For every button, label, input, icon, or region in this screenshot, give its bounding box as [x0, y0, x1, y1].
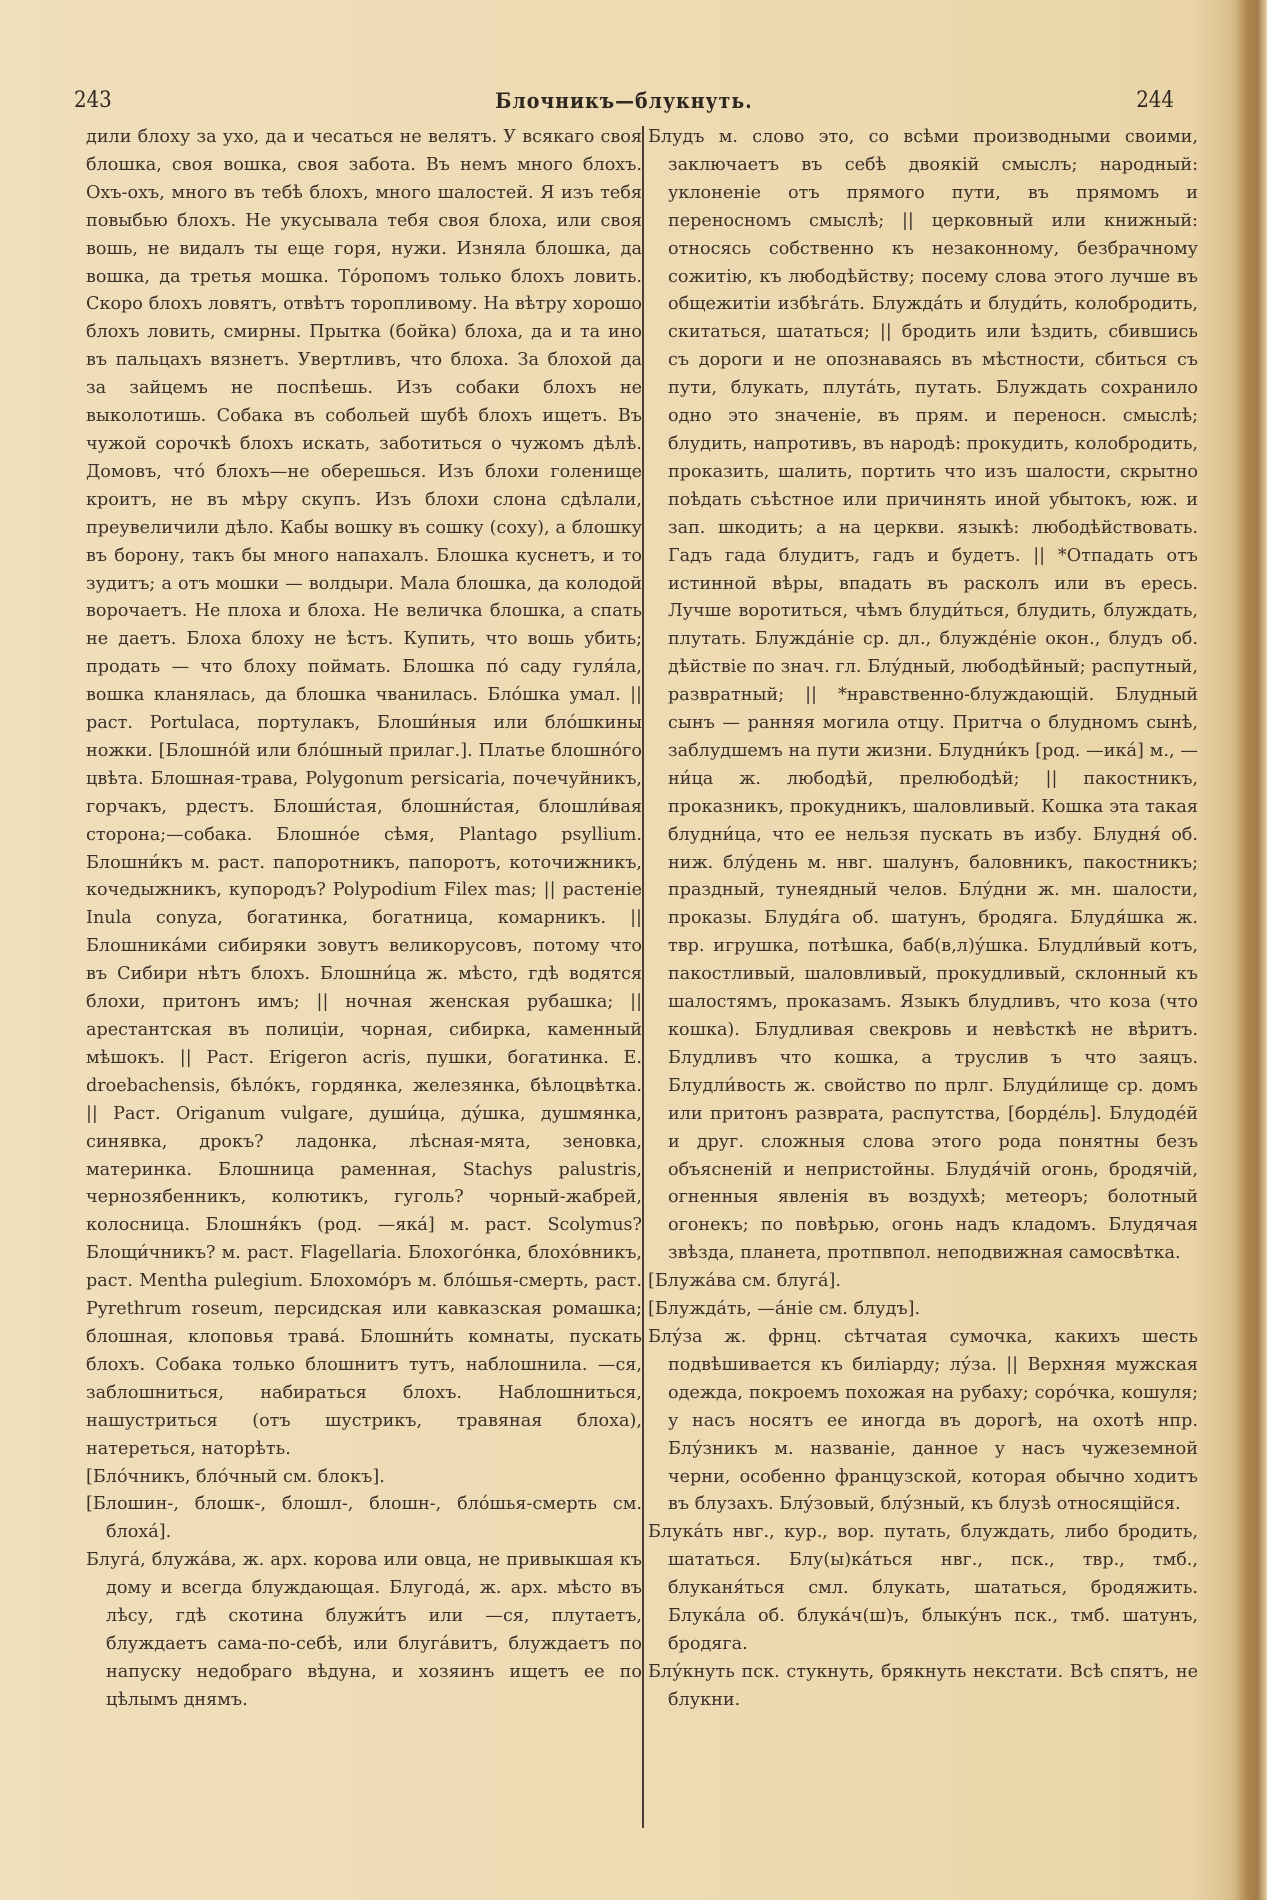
entry-blud: Блудъ м. слово это, со всѣми производными своими, заключаетъ въ себѣ двоякій смыслъ; народный: уклоненіе отъ прямого пути, въ прямомъ и переносномъ смыслѣ; || церковный или книжный: относясь собственно къ незаконному, безбрачному сожитію, къ любодѣйству; посему слова этого лучше въ общежитіи избѣга́ть. Блужда́ть и блуди́ть, колобродить, скитаться, шататься; || бродить или ѣздить, сбившись съ дороги и не опознаваясь въ мѣстности, сбиться съ пути, блукать, плута́ть, путать. Блуждать сохранило одно это значеніе, въ прям. и переносн. смыслѣ; блудить, напротивъ, въ народѣ: прокудить, колобродить, проказить, шалить, портить что изъ шалости, скрытно поѣдать съѣстное или причинять иной убытокъ, юж. и зап. шкодить; а на церкви. языкѣ: любодѣйствовать. Гадъ гада блудитъ, гадъ и будетъ. || *Отпадать отъ истинной вѣры, впадать въ расколъ или въ ересь. Лучше воротиться, чѣмъ блуди́ться, блудить, блуждать, плутать. Блужда́ніе ср. дл., блужде́ніе окон., блудъ об. дѣйствіе по знач. гл. Блу́дный, любодѣйный; распутный, развратный; || *нравственно-блуждающій. Блудный сынъ — ранняя могила отцу. Притча о блудномъ сынѣ, заблудшемъ на пути жизни. Блудни́къ [род. —ика́] м., —ни́ца ж. любодѣй, прелюбодѣй; || пакостникъ, проказникъ, прокудникъ, шаловливый. Кошка эта такая блудни́ца, что ее нельзя пускать въ избу. Блудня́ об. ниж. блу́день м. нвг. шалунъ, баловникъ, пакостникъ; праздный, тунеядный челов. Блу́дни ж. мн. шалости, проказы. Блудя́га об. шатунъ, бродяга. Блудя́шка ж. твр. игрушка, потѣшка, баб(в,л)у́шка. Блудли́вый котъ, пакостливый, шаловливый, прокудливый, склонный къ шалостямъ, проказамъ. Языкъ блудливъ, что коза (что кошка). Блудливая свекровь и невѣсткѣ не вѣритъ. Блудливъ что кошка, а труслив ъ что заяцъ. Блудли́вость ж. свойство по прлг. Блуди́лище ср. домъ или притонъ разврата, распутства, [борде́ль]. Блудоде́й и друг. сложныя слова этого рода понятны безъ объясненій и непристойны. Блудя́чій огонь, бродячій, огненныя явленія въ воздухѣ; метеоръ; болотный огонекъ; по повѣрью, огонь надъ кладомъ. Блудячая звѣзда, планета, протпвпол. неподвижная самосвѣтка. — [648, 127, 1198, 1264]
entry-blochnik: [Бло́чникъ, бло́чный см. блокъ]. — [86, 1466, 385, 1487]
right-column — [648, 124, 1198, 1715]
column-divider — [642, 126, 644, 1828]
running-title: Блочникъ—блукнуть. — [495, 88, 753, 113]
entry-bluza: Блу́за ж. фрнц. сѣтчатая сумочка, какихъ шесть подвѣшивается къ биліарду; лу́за. || Верхняя мужская одежда, покроемъ похожая на рубаху; соро́чка, кошуля; у насъ носятъ ее иногда въ дорогѣ, на охотѣ нпр. Блу́зникъ м. названіе, данное у насъ чужеземной черни, особенно французской, которая обычно ходитъ въ блузахъ. Блу́зовый, блу́зный, къ блузѣ относящійся. — [648, 1326, 1198, 1515]
entry-continuation: дили блоху за ухо, да и чесаться не велятъ. У всякаго своя блошка, своя вошка, своя забота. Въ немъ много блохъ. Охъ-охъ, много въ тебѣ блохъ, много шалостей. Я изъ тебя повыбью блохъ. Не укусывала тебя своя блоха, или своя вошь, не видалъ ты еще горя, нужи. Изняла блошка, да вошка, да третья мошка. То́ропомъ только блохъ ловить. Скоро блохъ ловятъ, отвѣтъ торопливому. На вѣтру хорошо блохъ ловить, смирны. Прытка (бойка) блоха, да и та ино въ пальцахъ вязнетъ. Увертливъ, что блоха. За блохой да за зайцемъ не поспѣешь. Изъ собаки блохъ не выколотишь. Собака въ собольей шубѣ блохъ ищетъ. Въ чужой сорочкѣ блохъ искать, заботиться о чужомъ дѣлѣ. Домовъ, что́ блохъ—не оберешься. Изъ блохи голенище кроитъ, не въ мѣру скупъ. Изъ блохи слона сдѣлали, преувеличили дѣло. Кабы вошку въ сошку (соху), а блошку въ борону, такъ бы много напахалъ. Блошка куснетъ, и то зудитъ; а отъ мошки — волдыри. Мала блошка, да колодой ворочаетъ. Не плоха и блоха. Не величка блошка, а спать не даетъ. Блоха блоху не ѣстъ. Купить, что вошь убить; продать — что блоху поймать. Блошка по́ саду гуля́ла, вошка кланялась, да блошка чванилась. Бло́шка умал. || раст. Portulaca, портулакъ, Блоши́ныя или бло́шкины ножки. [Блошно́й или бло́шный прилаг.]. Платье блошно́го цвѣта. Блошная-трава, Polygonum persicaria, почечуйникъ, горчакъ, рдестъ. Блоши́стая, блошни́стая, блошли́вая сторона;—собака. Блошно́е сѣмя, Plantago psyllium. Блошни́къ м. раст. папоротникъ, папоротъ, коточижникъ, кочедыжникъ, купородъ? Polypodium Filex mas; || растеніе Inula conyza, богатинка, богатница, комарникъ. || Блошника́ми сибиряки зовутъ великорусовъ, потому что въ Сибири нѣтъ блохъ. Блошни́ца ж. мѣсто, гдѣ водятся блохи, притонъ имъ; || ночная женская рубашка; || арестантская въ полиціи, чорная, сибирка, каменный мѣшокъ. || Раст. Erigeron acris, пушки, богатинка. E. droebachensis, бѣло́къ, гордянка, железянка, бѣлоцвѣтка. || Раст. Origanum vulgare, души́ца, ду́шка, душмянка, синявка, дрокъ? ладонка, лѣсная-мята, зеновка, материнка. Блошница раменная, Stachys palustris, чернозябенникъ, колютикъ, гуголь? чорный-жабрей, колосница. Блошня́къ (род. —яка́] м. раст. Scolymus? Блощи́чникъ? м. раст. Flagellaria. Блохого́нка, блохо́вникъ, раст. Mentha pulegium. Блохомо́ръ м. бло́шья-смерть, раст. Pyrethrum roseum, персидская или кавказская ромашка; блошная, клоповья трава́. Блошни́ть комнаты, пускать блохъ. Собака только блошнитъ тутъ, наблошнила. —ся, заблошниться, набираться блохъ. Наблошниться, нашустриться (отъ шустрикъ, травяная блоха), натереться, наторѣть. — [86, 127, 642, 1459]
entry-bluknut: Блу́кнуть пск. стукнуть, брякнуть некстати. Всѣ спятъ, не блукни. — [648, 1661, 1198, 1710]
page-number-left: 243 — [74, 88, 112, 113]
left-column — [86, 124, 642, 1715]
entry-bluzhdat: [Блужда́ть, —а́ніе см. блудъ]. — [648, 1299, 921, 1320]
entry-bloshin: [Блошин-, блошк-, блошл-, блошн-, бло́шья-смерть см. блоха́]. — [86, 1494, 642, 1543]
entry-bluzhava: [Блужа́ва см. блуга́]. — [648, 1271, 841, 1292]
page-edge-shadow — [1229, 0, 1267, 1900]
entry-blukat: Блука́ть нвг., кур., вор. путать, блуждать, либо бродить, шататься. Блу(ы)ка́ться нвг., пск., твр., тмб., блуканя́ться смл. блукать, шататься, бродяжить. Блука́ла об. блука́ч(ш)ъ, блыку́нъ пск., тмб. шатунъ, бродяга. — [648, 1522, 1198, 1654]
page-number-right: 244 — [1136, 88, 1174, 113]
page-header — [74, 88, 1174, 122]
entry-bluga: Блуга́, блужа́ва, ж. арх. корова или овца, не привыкшая къ дому и всегда блуждающая. Блугода́, ж. арх. мѣсто въ лѣсу, гдѣ скотина блужи́тъ или —ся, плутаетъ, блуждаетъ сама-по-себѣ, или блуга́витъ, блуждаетъ по напуску недобраго вѣдуна, и хозяинъ ищетъ ее по цѣлымъ днямъ. — [86, 1550, 642, 1710]
